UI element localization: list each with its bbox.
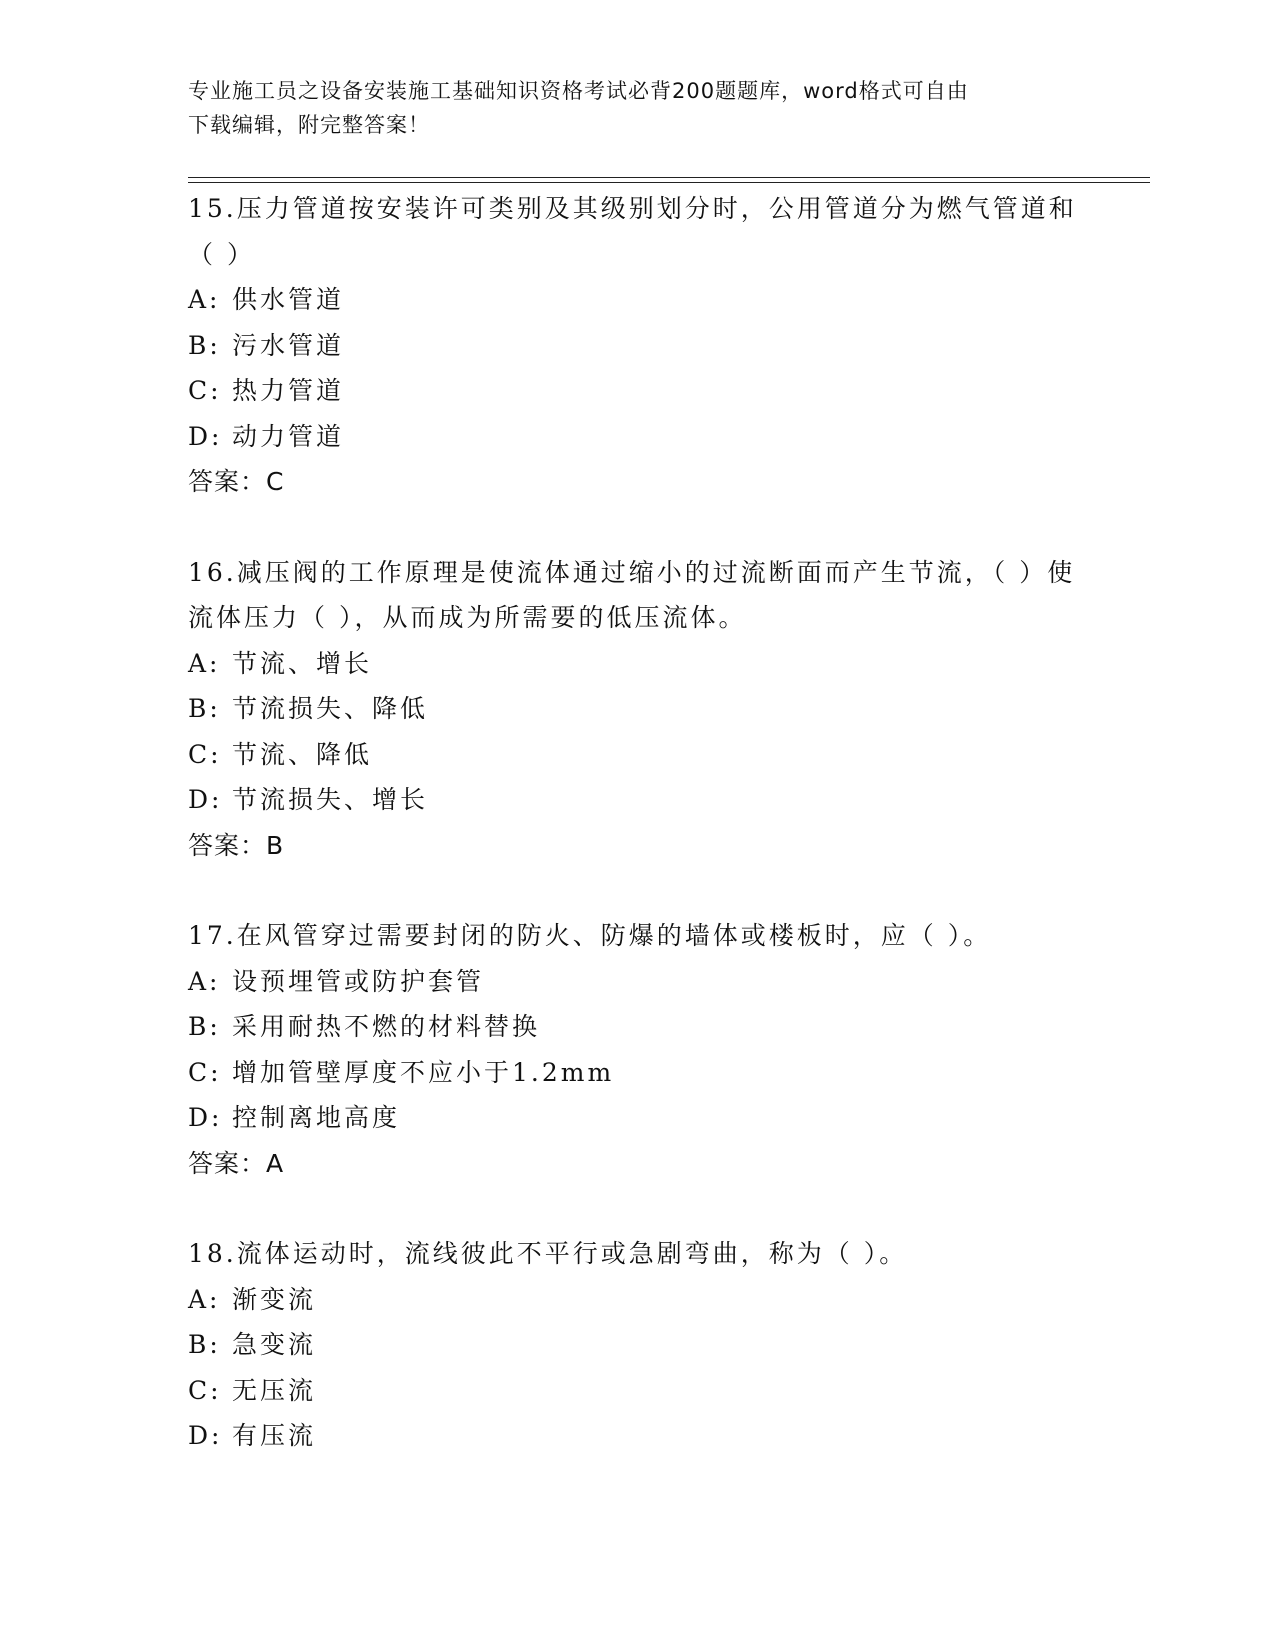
option-d	[188, 1095, 1088, 1141]
option-letter: C:	[188, 739, 222, 769]
option-a	[188, 277, 1088, 323]
option-letter: B:	[188, 694, 221, 723]
option-text: 节流损失、增长	[232, 785, 429, 814]
option-letter: D:	[188, 421, 223, 451]
option-letter: B:	[188, 330, 221, 360]
option-c	[188, 732, 1088, 778]
option-letter: D:	[188, 1103, 223, 1132]
option-d	[188, 414, 1088, 460]
answer-label: 答案：	[188, 1148, 267, 1178]
option-text: 供水管道	[232, 285, 345, 314]
question-16	[188, 550, 1088, 869]
option-c	[188, 1368, 1088, 1414]
option-a	[188, 641, 1088, 687]
question-stem: 15.压力管道按安装许可类别及其级别划分时，公用管道分为燃气管道和（ ）	[188, 194, 1077, 269]
option-b	[188, 1004, 1088, 1050]
option-text: 污水管道	[232, 330, 345, 360]
option-c	[188, 368, 1088, 414]
option-text: 急变流	[232, 1330, 317, 1359]
option-c	[188, 1050, 1088, 1096]
answer-label: 答案：	[188, 467, 267, 496]
option-letter: A:	[188, 285, 221, 314]
option-letter: A:	[188, 966, 221, 996]
question-list	[188, 186, 1088, 1459]
option-d	[188, 1413, 1088, 1459]
option-text: 无压流	[232, 1375, 317, 1405]
option-text: 节流损失、降低	[232, 694, 429, 723]
option-letter: A:	[188, 648, 221, 678]
option-text: 采用耐热不燃的材料替换	[232, 1012, 541, 1041]
answer-line	[188, 459, 1088, 505]
option-text: 节流、降低	[232, 739, 373, 769]
header-line-2: 下载编辑，附完整答案！	[188, 113, 430, 137]
answer-line	[188, 823, 1088, 869]
question-18	[188, 1231, 1088, 1459]
question-stem: 18.流体运动时，流线彼此不平行或急剧弯曲，称为（ ）。	[188, 1239, 908, 1268]
option-letter: C:	[188, 1375, 222, 1405]
option-text: 渐变流	[232, 1284, 317, 1314]
header-divider-top	[188, 177, 1150, 178]
option-text: 设预埋管或防护套管	[232, 966, 485, 996]
answer-value: C	[266, 467, 285, 496]
answer-value: A	[266, 1148, 285, 1178]
option-letter: C:	[188, 376, 222, 405]
option-a	[188, 1277, 1088, 1323]
answer-value: B	[266, 830, 285, 860]
option-text: 增加管壁厚度不应小于1.2mm	[232, 1057, 615, 1087]
option-text: 节流、增长	[232, 648, 373, 678]
header-divider-bottom	[188, 182, 1150, 183]
option-text: 热力管道	[232, 376, 345, 405]
question-15	[188, 186, 1088, 505]
answer-line	[188, 1141, 1088, 1187]
answer-label: 答案：	[188, 830, 267, 860]
option-b	[188, 1322, 1088, 1368]
option-letter: B:	[188, 1012, 221, 1041]
option-letter: B:	[188, 1330, 221, 1359]
option-text: 控制离地高度	[232, 1103, 401, 1132]
option-text: 动力管道	[232, 421, 345, 451]
question-stem: 16.减压阀的工作原理是使流体通过缩小的过流断面而产生节流，（ ）使流体压力（ ），从而成为所需要的低压流体。	[188, 557, 1076, 632]
option-letter: D:	[188, 785, 223, 814]
document-header	[188, 74, 1068, 142]
option-letter: C:	[188, 1057, 222, 1087]
option-text: 有压流	[232, 1421, 317, 1450]
option-a	[188, 959, 1088, 1005]
option-d	[188, 777, 1088, 823]
option-letter: A:	[188, 1284, 221, 1314]
option-b	[188, 323, 1088, 369]
question-stem: 17.在风管穿过需要封闭的防火、防爆的墙体或楼板时，应（ ）。	[188, 921, 992, 950]
option-b	[188, 686, 1088, 732]
option-letter: D:	[188, 1421, 223, 1450]
question-17	[188, 913, 1088, 1186]
header-line-1: 专业施工员之设备安装施工基础知识资格考试必背200题题库，word格式可自由	[188, 79, 969, 103]
